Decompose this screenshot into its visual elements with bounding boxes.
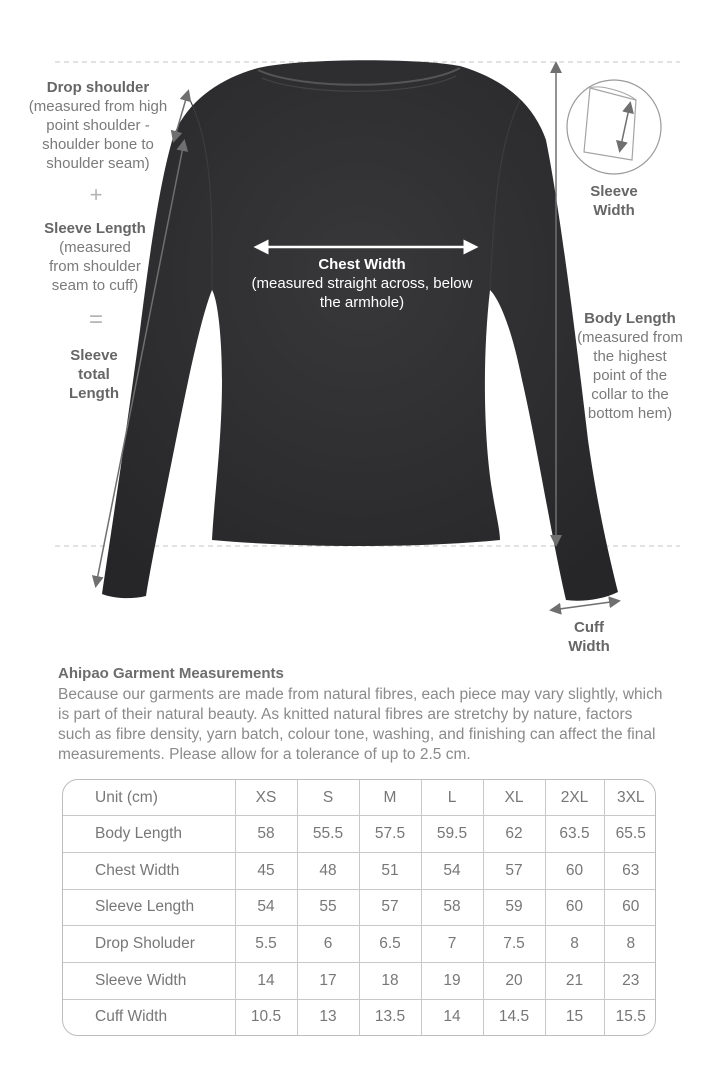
row-label: Cuff Width (63, 999, 235, 1035)
cuff-width-arrow (552, 601, 618, 610)
equals-symbol: = (88, 306, 104, 333)
drop-shoulder-title: Drop shoulder (46, 79, 150, 96)
measurements-disclaimer: Because our garments are made from natural fibres, each piece may vary slightly, which is part of their natural beauty. As knitted natural fibres are stretchy by nature, factors such as fibre density, yarn batch, colour tone, washing, and finishing can affect the final measurements. Please allow for a tolerance of up to 2.5 cm. (58, 686, 663, 763)
size-table (63, 780, 656, 1035)
header-size: S (297, 780, 359, 816)
measurements-title: Ahipao Garment Measurements (58, 665, 284, 682)
table-row (63, 926, 656, 963)
body-length-title: Body Length (584, 310, 676, 327)
table-cell: 57 (483, 852, 545, 889)
table-cell: 58 (235, 816, 297, 853)
table-cell: 6.5 (359, 926, 421, 963)
table-row (63, 852, 656, 889)
cuff-width-label: Cuff Width (568, 619, 610, 655)
header-size: L (421, 780, 483, 816)
table-row (63, 963, 656, 1000)
row-label: Chest Width (63, 852, 235, 889)
plus-symbol: + (89, 182, 103, 207)
table-cell: 19 (421, 963, 483, 1000)
table-cell: 6 (297, 926, 359, 963)
table-cell: 8 (604, 926, 656, 963)
table-cell: 18 (359, 963, 421, 1000)
table-cell: 10.5 (235, 999, 297, 1035)
row-label: Sleeve Width (63, 963, 235, 1000)
table-cell: 48 (297, 852, 359, 889)
table-cell: 13 (297, 999, 359, 1035)
table-cell: 60 (545, 852, 604, 889)
table-cell: 17 (297, 963, 359, 1000)
table-cell: 55.5 (297, 816, 359, 853)
table-cell: 57 (359, 889, 421, 926)
body-length-label (566, 309, 694, 423)
table-cell: 54 (235, 889, 297, 926)
chest-width-title: Chest Width (318, 256, 406, 273)
table-row (63, 816, 656, 853)
table-row (63, 889, 656, 926)
table-cell: 5.5 (235, 926, 297, 963)
chest-width-label (232, 255, 492, 312)
table-cell: 65.5 (604, 816, 656, 853)
row-label: Sleeve Length (63, 889, 235, 926)
header-size: M (359, 780, 421, 816)
header-size: 3XL (604, 780, 656, 816)
sweater-shape (102, 60, 618, 600)
table-cell: 21 (545, 963, 604, 1000)
table-cell: 14.5 (483, 999, 545, 1035)
table-cell: 60 (545, 889, 604, 926)
table-cell: 59.5 (421, 816, 483, 853)
size-chart (62, 779, 656, 1036)
table-cell: 23 (604, 963, 656, 1000)
row-label: Body Length (63, 816, 235, 853)
header-size: XS (235, 780, 297, 816)
table-cell: 20 (483, 963, 545, 1000)
table-cell: 57.5 (359, 816, 421, 853)
table-cell: 7 (421, 926, 483, 963)
table-cell: 59 (483, 889, 545, 926)
sleeve-width-label: Sleeve Width (590, 183, 638, 219)
sleeve-width-detail (567, 80, 661, 174)
table-cell: 54 (421, 852, 483, 889)
drop-shoulder-desc: (measured from high point shoulder - shoulder bone to shoulder seam) (28, 98, 168, 172)
table-cell: 62 (483, 816, 545, 853)
sleeve-length-title: Sleeve Length (44, 220, 146, 237)
header-unit: Unit (cm) (63, 780, 235, 816)
drop-shoulder-label (18, 78, 178, 173)
table-cell: 60 (604, 889, 656, 926)
body-length-desc: (measured from the highest point of the collar to the bottom hem) (577, 329, 683, 422)
table-cell: 13.5 (359, 999, 421, 1035)
table-cell: 51 (359, 852, 421, 889)
table-cell: 63.5 (545, 816, 604, 853)
table-cell: 14 (421, 999, 483, 1035)
table-cell: 8 (545, 926, 604, 963)
table-cell: 14 (235, 963, 297, 1000)
table-cell: 63 (604, 852, 656, 889)
header-size: XL (483, 780, 545, 816)
table-cell: 55 (297, 889, 359, 926)
table-cell: 7.5 (483, 926, 545, 963)
sleeve-total-length-label: Sleeve total Length (69, 347, 119, 402)
table-row (63, 999, 656, 1035)
sleeve-length-desc: (measured from shoulder seam to cuff) (49, 239, 141, 294)
chest-width-desc: (measured straight across, below the armhole) (251, 275, 473, 311)
table-cell: 45 (235, 852, 297, 889)
row-label: Drop Sholuder (63, 926, 235, 963)
table-header-row (63, 780, 656, 816)
table-cell: 15 (545, 999, 604, 1035)
table-cell: 15.5 (604, 999, 656, 1035)
sleeve-length-label (30, 219, 160, 295)
header-size: 2XL (545, 780, 604, 816)
table-cell: 58 (421, 889, 483, 926)
